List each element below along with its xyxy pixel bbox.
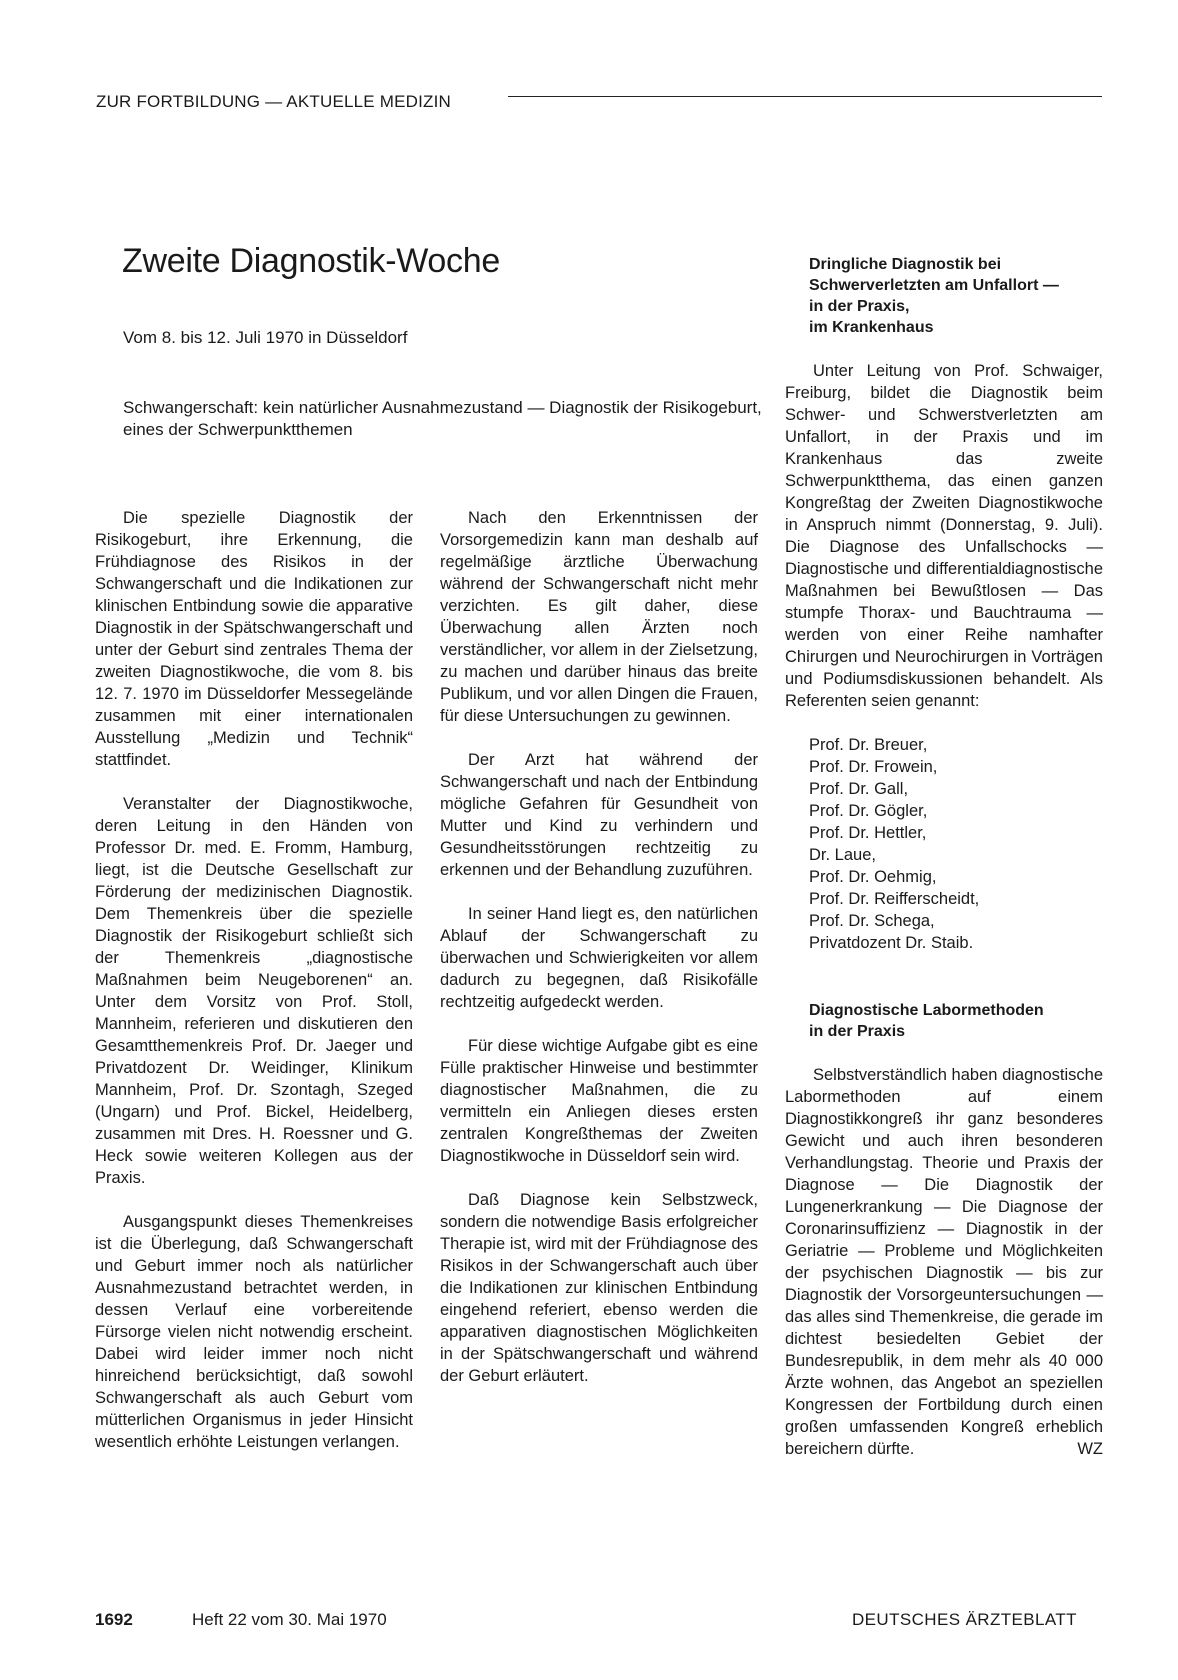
- referent-item: Dr. Laue,: [809, 846, 876, 864]
- paragraph: Nach den Erkenntnissen der Vorsorgemedizin kann man deshalb auf regelmäßige ärztliche Überwachung während der Schwangerschaft nicht mehr verzichten. Es gilt daher, diese Überwachung allen Ärzten noch verständlicher, vor allem in der Zielsetzung, zu machen und darüber hinaus das breite Publikum, und vor allen Dingen die Frauen, für diese Untersuchungen zu gewinnen.: [440, 509, 758, 725]
- referent-item: Prof. Dr. Gall,: [809, 780, 909, 798]
- paragraph: Der Arzt hat während der Schwangerschaft und nach der Entbindung mögliche Gefahren für Gesundheit von Mutter und Kind zu verhindern und Gesundheitsstörungen rechtzeitig zu erkennen und der Behandlung zuzuführen.: [440, 751, 758, 879]
- article-title: Zweite Diagnostik-Woche: [122, 242, 500, 280]
- heading-line: Diagnostische Labormethoden: [809, 1002, 1044, 1019]
- column-1: [95, 507, 413, 1475]
- header-rule: [508, 96, 1102, 97]
- section-heading-emergency: [809, 254, 1103, 338]
- issue-info: Heft 22 vom 30. Mai 1970: [192, 1610, 387, 1629]
- article-subtitle: Vom 8. bis 12. Juli 1970 in Düsseldorf: [123, 328, 408, 347]
- heading-line: Schwerverletzten am Unfallort —: [809, 277, 1059, 294]
- paragraph: Daß Diagnose kein Selbstzweck, sondern die notwendige Basis erfolgreicher Therapie ist, wird mit der Frühdiagnose des Risikos in der Schwangerschaft auch über die Indikationen zur klinischen Entbindung eingehend referiert, ebenso werden die apparativen diagnostischen Möglichkeiten in der Spätschwangerschaft und während der Geburt erläutert.: [440, 1191, 758, 1385]
- referent-item: Prof. Dr. Reifferscheidt,: [809, 890, 980, 908]
- paragraph: [785, 1064, 1103, 1460]
- referent-item: Prof. Dr. Frowein,: [809, 758, 938, 776]
- referent-item: Prof. Dr. Hettler,: [809, 824, 927, 842]
- page-number: 1692: [95, 1610, 133, 1629]
- referent-item: Prof. Dr. Gögler,: [809, 802, 928, 820]
- referent-item: Prof. Dr. Schega,: [809, 912, 935, 930]
- referent-item: Prof. Dr. Breuer,: [809, 736, 928, 754]
- paragraph-text: Selbstverständlich haben diagnostische Labormethoden auf einem Diagnostikkongreß ihr ganz besonderes Gewicht und auch ihren besonderen Verhandlungstag. Theorie und Praxis der Diagnose — Die Diagnostik der Lungenerkrankung — Die Diagnose der Coronarinsuffizienz — Diagnostik in der Geriatrie — Probleme und Möglichkeiten der psychischen Diagnostik — bis zur Diagnostik der Vorsorgeuntersuchungen — das alles sind Themenkreise, die gerade im dichtest besiedelten Gebiet der Bundesrepublik, in dem mehr als 40 000 Ärzte wohnen, das Angebot an speziellen Kongressen der Fortbildung durch einen großen umfassenden Kongreß erheblich bereichern dürfte.: [785, 1066, 1103, 1458]
- column-2: [440, 507, 758, 1409]
- referent-item: Privatdozent Dr. Staib.: [809, 934, 974, 952]
- paragraph: In seiner Hand liegt es, den natürlichen Ablauf der Schwangerschaft zu überwachen und Schwierigkeiten vor allem dadurch zu begegnen, daß Risikofälle rechtzeitig aufgedeckt werden.: [440, 905, 758, 1011]
- heading-line: in der Praxis: [809, 1023, 906, 1040]
- section-heading-lab: [809, 1000, 1103, 1042]
- author-initials: WZ: [1077, 1440, 1103, 1458]
- paragraph: Für diese wichtige Aufgabe gibt es eine Fülle praktischer Hinweise und bestimmter diagnostischer Maßnahmen, die zu vermitteln ein Anliegen dieses ersten zentralen Kongreßthemas der Zweiten Diagnostikwoche in Düsseldorf sein wird.: [440, 1037, 758, 1165]
- paragraph: Unter Leitung von Prof. Schwaiger, Freiburg, bildet die Diagnostik beim Schwer- und Schwerstverletzten am Unfallort, in der Praxis und im Krankenhaus das zweite Schwerpunktthema, das einen ganzen Kongreßtag der Zweiten Diagnostikwoche in Anspruch nimmt (Donnerstag, 9. Juli). Die Diagnose des Unfallschocks — Diagnostische und differentialdiagnostische Maßnahmen bei Bewußtlosen — Das stumpfe Thorax- und Bauchtrauma — werden von einer Reihe namhafter Chirurgen und Neurochirurgen in Vorträgen und Podiumsdiskussionen behandelt. Als Referenten seien genannt:: [785, 362, 1103, 710]
- heading-line: im Krankenhaus: [809, 319, 934, 336]
- article-lead: Schwangerschaft: kein natürlicher Ausnahmezustand — Diagnostik der Risikogeburt, eines der Schwerpunktthemen: [123, 398, 762, 439]
- journal-name: DEUTSCHES ÄRZTEBLATT: [852, 1610, 1077, 1629]
- referent-list: [809, 734, 1103, 954]
- heading-line: Dringliche Diagnostik bei: [809, 256, 1002, 273]
- referent-item: Prof. Dr. Oehmig,: [809, 868, 937, 886]
- column-3: [785, 254, 1103, 1482]
- section-header: ZUR FORTBILDUNG — AKTUELLE MEDIZIN: [96, 92, 452, 111]
- paragraph: Ausgangspunkt dieses Themenkreises ist die Überlegung, daß Schwangerschaft und Geburt immer noch als natürlicher Ausnahmezustand betrachtet werden, in dessen Verlauf eine vorbereitende Fürsorge vielen nicht notwendig erscheint. Dabei wird leider immer noch nicht hinreichend berücksichtigt, daß sowohl Schwangerschaft als auch Geburt vom mütterlichen Organismus in jeder Hinsicht wesentlich erhöhte Leistungen verlangen.: [95, 1213, 413, 1451]
- paragraph: Veranstalter der Diagnostikwoche, deren Leitung in den Händen von Professor Dr. med. E. Fromm, Hamburg, liegt, ist die Deutsche Gesellschaft zur Förderung der medizinischen Diagnostik. Dem Themenkreis über die spezielle Diagnostik der Risikogeburt schließt sich der Themenkreis „diagnostische Maßnahmen beim Neugeborenen“ an. Unter dem Vorsitz von Prof. Stoll, Mannheim, referieren und diskutieren den Gesamtthemenkreis Prof. Dr. Jaeger und Privatdozent Dr. Weidinger, Klinikum Mannheim, Prof. Dr. Szontagh, Szeged (Ungarn) und Prof. Bickel, Heidelberg, zusammen mit Dres. H. Roessner und G. Heck sowie weiteren Kollegen aus der Praxis.: [95, 795, 413, 1187]
- heading-line: in der Praxis,: [809, 298, 910, 315]
- paragraph: Die spezielle Diagnostik der Risikogeburt, ihre Erkennung, die Frühdiagnose des Risikos in der Schwangerschaft und die Indikationen zur klinischen Entbindung sowie die apparative Diagnostik in der Spätschwangerschaft und unter der Geburt sind zentrales Thema der zweiten Diagnostikwoche, die vom 8. bis 12. 7. 1970 im Düsseldorfer Messegelände zusammen mit einer internationalen Ausstellung „Medizin und Technik“ stattfindet.: [95, 509, 413, 769]
